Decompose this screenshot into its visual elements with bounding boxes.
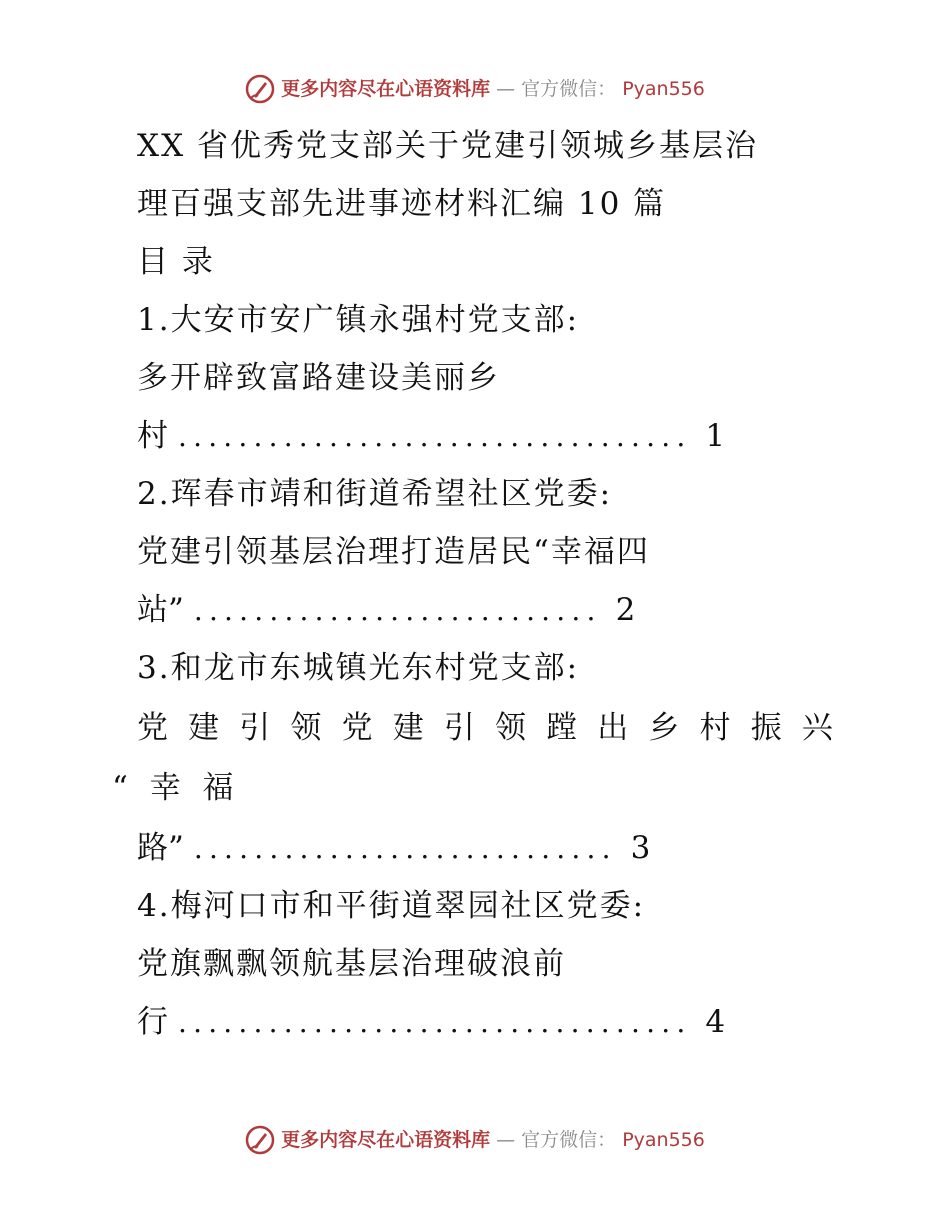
toc-entry-3-char: 党 bbox=[137, 710, 168, 746]
watermark-official-label: 官方微信： bbox=[521, 1129, 617, 1151]
watermark-wechat-id: Pyan556 bbox=[622, 78, 705, 100]
toc-entry-3-char: 振 bbox=[750, 710, 782, 746]
watermark-text: 更多内容尽在心语资料库 bbox=[281, 78, 491, 100]
toc-entry-4-dots: .................................. bbox=[178, 1006, 692, 1039]
toc-entry-2-heading: 2.珲春市靖和街道希望社区党委: bbox=[137, 476, 613, 512]
toc-entry-3-char: 乡 bbox=[648, 710, 680, 746]
toc-entry-3-char: 建 bbox=[188, 710, 220, 746]
toc-entry-2-title: 党建引领基层治理打造居民“幸福四 bbox=[137, 534, 650, 570]
toc-entry-1-title: 多开辟致富路建设美丽乡 bbox=[137, 360, 500, 396]
toc-entry-1-page: 1 bbox=[705, 418, 726, 454]
toc-entry-2-leader-row bbox=[137, 584, 635, 636]
toc-entry-4-page: 4 bbox=[705, 1004, 726, 1040]
watermark-wechat-id: Pyan556 bbox=[622, 1129, 705, 1151]
document-title-line-1: XX 省优秀党支部关于党建引领城乡基层治 bbox=[137, 128, 758, 164]
toc-entry-3-char: 兴 bbox=[801, 710, 833, 746]
toc-entry-4-leader-row bbox=[137, 996, 725, 1048]
watermark-footer bbox=[0, 1125, 950, 1155]
toc-entry-3-title-line-2: “ 幸 福 bbox=[112, 770, 240, 806]
toc-entry-3-char: 蹚 bbox=[546, 710, 578, 746]
toc-entry-4-heading: 4.梅河口市和平街道翠园社区党委: bbox=[137, 888, 646, 924]
toc-entry-3-tail: 路” bbox=[137, 830, 184, 866]
watermark-text: 更多内容尽在心语资料库 bbox=[281, 1129, 491, 1151]
toc-entry-2-dots: ........................... bbox=[193, 594, 602, 627]
watermark-header bbox=[0, 74, 950, 104]
toc-entry-2-tail: 站” bbox=[137, 592, 184, 628]
toc-entry-3-heading: 3.和龙市东城镇光东村党支部: bbox=[137, 650, 580, 686]
toc-entry-2-page: 2 bbox=[615, 592, 636, 628]
quill-logo-icon bbox=[245, 74, 275, 104]
toc-entry-1-dots: .................................. bbox=[178, 420, 692, 453]
toc-entry-3-char: 党 bbox=[341, 710, 373, 746]
toc-entry-3-char: 建 bbox=[392, 710, 424, 746]
toc-entry-3-char: 出 bbox=[597, 710, 629, 746]
watermark-official-label: 官方微信： bbox=[521, 78, 617, 100]
toc-entry-1-leader-row bbox=[137, 410, 725, 462]
toc-entry-3-char: 领 bbox=[494, 710, 526, 746]
toc-entry-3-page: 3 bbox=[630, 830, 651, 866]
toc-entry-3-dots: ............................ bbox=[193, 832, 617, 865]
toc-entry-3-char: 引 bbox=[443, 710, 475, 746]
quill-logo-icon bbox=[245, 1125, 275, 1155]
toc-entry-4-title: 党旗飘飘领航基层治理破浪前 bbox=[137, 946, 566, 982]
toc-entry-3-title-justified bbox=[137, 702, 833, 754]
toc-entry-3-char: 引 bbox=[239, 710, 271, 746]
watermark-dash: — bbox=[496, 78, 516, 100]
toc-entry-3-char: 村 bbox=[699, 710, 731, 746]
watermark-dash: — bbox=[496, 1129, 516, 1151]
toc-entry-4-tail: 行 bbox=[137, 1004, 168, 1040]
document-title-line-2: 理百强支部先进事迹材料汇编 10 篇 bbox=[137, 186, 667, 222]
toc-heading: 目 录 bbox=[137, 244, 215, 280]
toc-entry-3-char: 领 bbox=[290, 710, 322, 746]
toc-entry-1-tail: 村 bbox=[137, 418, 168, 454]
toc-entry-3-leader-row bbox=[137, 822, 650, 874]
toc-entry-1-heading: 1.大安市安广镇永强村党支部: bbox=[137, 302, 580, 338]
